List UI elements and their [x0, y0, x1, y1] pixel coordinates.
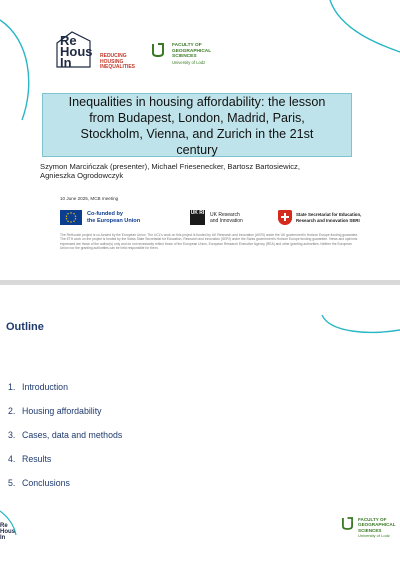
item-number: 1. [8, 382, 16, 392]
list-item [8, 423, 122, 447]
rehousin-small-3: In [0, 535, 6, 541]
meeting-date: 10 June 2025, MCB meeting [60, 196, 119, 201]
lodz-small-line-2: GEOGRAPHICAL [358, 522, 396, 528]
lodz-line-1: FACULTY OF [172, 43, 202, 48]
rehousin-tagline-1: REDUCING [100, 53, 127, 59]
item-label: Results [22, 454, 52, 464]
rehousin-tagline-2: HOUSING [100, 58, 124, 65]
ukri-line-1: UK Research [210, 212, 240, 218]
title-line-3: Stockholm, Vienna, and Zurich in the 21st [80, 127, 314, 141]
funding-disclaimer: The ReHousIn project is co-funded by the European Union. The UCL's work on this project is funded by UK Research and Innovation (UKRI) under the UK government's Horizon Europe funding guarantee. The ETH work on the project is funded by the Swiss State Secretariat for Education, Research and Innovation (SERI) under the Swiss government's Horizon Europe funding guarantee. Views and opinions expressed are those of the author(s) only and do not necessarily reflect those of the European Union, European Research Executive Agency (REA) and other granting authorities. Neither the European Union nor the granting authorities can be held responsible for them. [60, 233, 359, 250]
list-item [8, 399, 122, 423]
seri-line-2: Research and Innovation SERI [296, 217, 360, 223]
rehousin-small-2: Hous [0, 529, 15, 535]
swiss-shield-icon [278, 210, 292, 225]
item-number: 5. [8, 478, 16, 488]
presentation-title [42, 93, 352, 157]
item-number: 3. [8, 430, 16, 440]
eu-line-2: the European Union [87, 218, 141, 224]
title-line-1: Inequalities in housing affordability: the lesson [68, 95, 326, 109]
authors-line-2: Agnieszka Ogrodowczyk [40, 171, 124, 180]
lodz-university: University of Lodz [172, 60, 206, 65]
lodz-faculty-name [172, 43, 211, 60]
lodz-university-small: University of Lodz [358, 533, 390, 538]
item-label: Housing affordability [22, 406, 102, 416]
lodz-line-3: SCIENCES [172, 54, 197, 60]
title-line-2: from Budapest, London, Madrid, Paris, [89, 111, 305, 125]
rehousin-word-3: In [60, 55, 72, 70]
ukri-line-2: and Innovation [210, 218, 243, 224]
eu-flag-icon [60, 210, 82, 225]
item-label: Introduction [22, 382, 68, 392]
rehousin-word-1: Re [60, 33, 77, 48]
lodz-emblem-icon [342, 517, 353, 530]
ukri-box-icon: UK RI [190, 210, 205, 225]
lodz-emblem-icon [152, 43, 164, 57]
list-item [8, 447, 122, 471]
list-item [8, 471, 122, 495]
lodz-small-line-1: FACULTY OF [358, 517, 387, 522]
item-number: 4. [8, 454, 16, 464]
eu-funding-text [87, 211, 140, 225]
seri-line-1: State Secretariat for Education, [296, 212, 362, 217]
list-item [8, 375, 122, 399]
lodz-small-line-3: SCIENCES [358, 527, 382, 533]
outline-slide [0, 285, 400, 565]
rehousin-word-2: Hous [60, 44, 93, 59]
authors-line-1: Szymon Marcińczak (presenter), Michael Friesenecker, Bartosz Bartosiewicz, [40, 162, 300, 171]
rehousin-tagline-3: INEQUALITIES [100, 64, 136, 70]
rehousin-logo-small [0, 523, 15, 541]
item-label: Conclusions [22, 478, 70, 488]
outline-list [8, 375, 122, 495]
ukri-text [210, 212, 243, 224]
lodz-line-2: GEOGRAPHICAL [172, 48, 212, 54]
seri-text [296, 212, 361, 223]
title-slide [0, 0, 400, 280]
authors [40, 162, 370, 180]
item-label: Cases, data and methods [22, 430, 123, 440]
slide-title: Outline [6, 321, 44, 333]
title-line-4: century [176, 143, 218, 157]
lodz-faculty-name-small [358, 517, 396, 533]
rehousin-small-1: Re [0, 523, 8, 529]
item-number: 2. [8, 406, 16, 416]
rehousin-tagline [100, 54, 135, 71]
eu-line-1: Co-funded by [87, 211, 124, 217]
